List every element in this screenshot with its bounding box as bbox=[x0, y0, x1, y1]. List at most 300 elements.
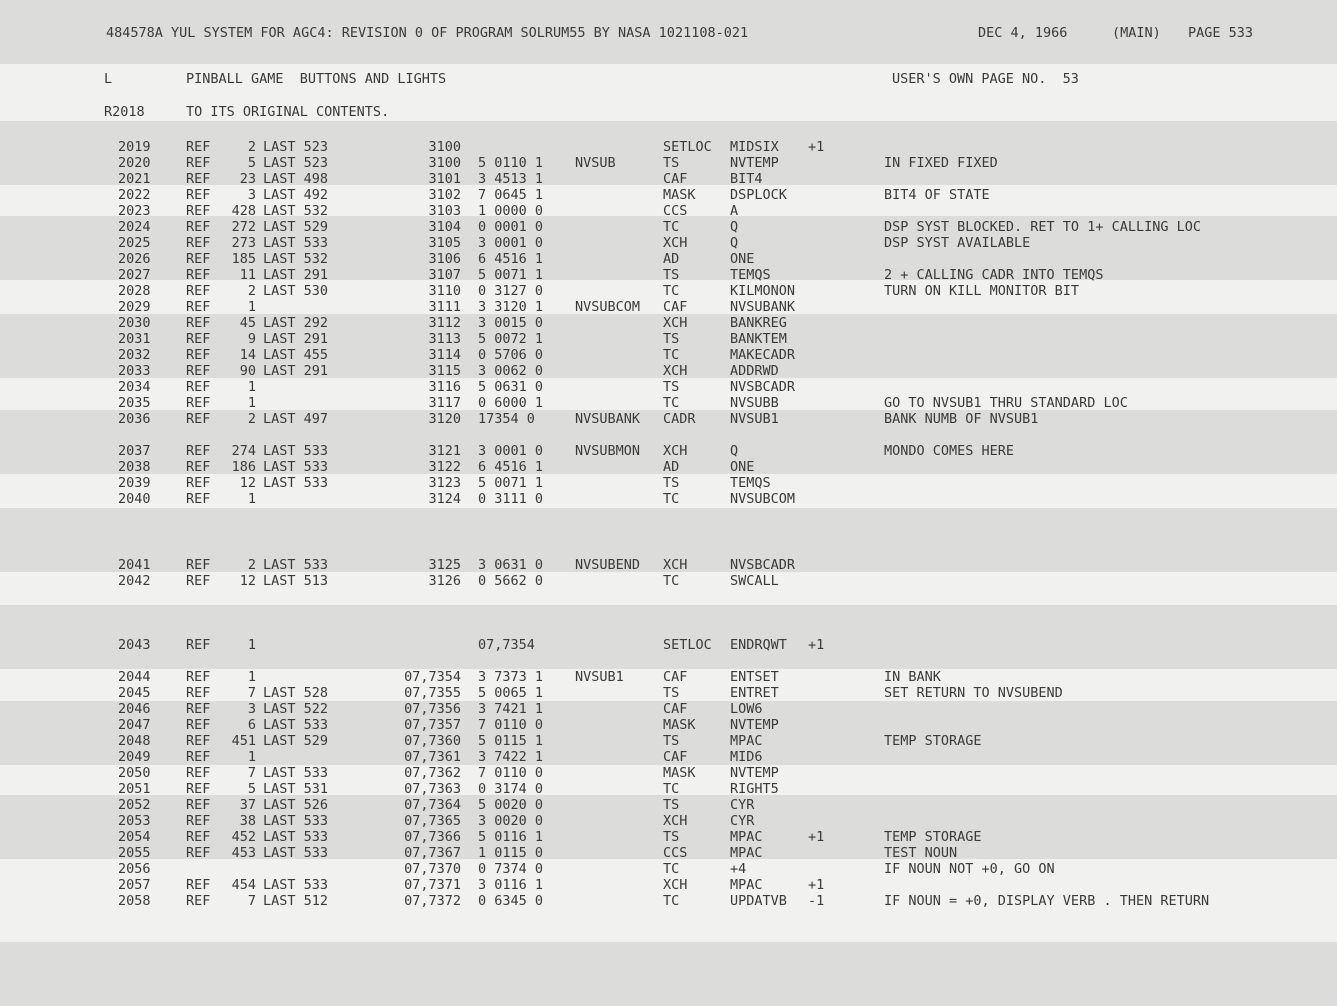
ref-count: 23 bbox=[239, 171, 256, 187]
opcode: CAF bbox=[663, 299, 688, 315]
ref-keyword: REF bbox=[186, 829, 211, 845]
ref-count: 12 bbox=[239, 573, 256, 589]
operand-modifier: +1 bbox=[808, 829, 825, 845]
listing-row bbox=[0, 765, 1337, 781]
ref-count: 451 bbox=[231, 733, 256, 749]
opcode: CCS bbox=[663, 845, 688, 861]
opcode: MASK bbox=[663, 717, 696, 733]
operand: ENTRET bbox=[730, 685, 779, 701]
last-ref: LAST 531 bbox=[263, 781, 329, 797]
ref-count: 45 bbox=[239, 315, 256, 331]
opcode: XCH bbox=[663, 315, 688, 331]
comment: TEST NOUN bbox=[884, 845, 958, 861]
comment: 2 + CALLING CADR INTO TEMQS bbox=[884, 267, 1104, 283]
line-number: 2019 bbox=[118, 139, 151, 155]
location: 3120 bbox=[428, 411, 461, 427]
last-ref: LAST 455 bbox=[263, 347, 329, 363]
opcode: CAF bbox=[663, 749, 688, 765]
last-ref: LAST 512 bbox=[263, 893, 329, 909]
ref-keyword: REF bbox=[186, 155, 211, 171]
location: 3114 bbox=[428, 347, 461, 363]
object-code: 7 0110 0 bbox=[478, 765, 544, 781]
line-number: 2040 bbox=[118, 491, 151, 507]
opcode: TS bbox=[663, 267, 680, 283]
line-number: 2058 bbox=[118, 893, 151, 909]
ref-keyword: REF bbox=[186, 475, 211, 491]
location: 3126 bbox=[428, 573, 461, 589]
line-number: 2027 bbox=[118, 267, 151, 283]
location: 3105 bbox=[428, 235, 461, 251]
object-code: 3 0001 0 bbox=[478, 443, 544, 459]
line-number: 2043 bbox=[118, 637, 151, 653]
operand: A bbox=[730, 203, 739, 219]
location: 3103 bbox=[428, 203, 461, 219]
ref-count: 12 bbox=[239, 475, 256, 491]
remark-text: TO ITS ORIGINAL CONTENTS. bbox=[186, 104, 390, 120]
operand: SWCALL bbox=[730, 573, 779, 589]
operand: BIT4 bbox=[730, 171, 763, 187]
object-code: 3 0062 0 bbox=[478, 363, 544, 379]
operand: ENDRQWT bbox=[730, 637, 787, 653]
object-code: 6 4516 1 bbox=[478, 251, 544, 267]
line-number: 2029 bbox=[118, 299, 151, 315]
comment: IF NOUN NOT +0, GO ON bbox=[884, 861, 1055, 877]
listing-row bbox=[0, 139, 1337, 155]
ref-keyword: REF bbox=[186, 347, 211, 363]
operand: ENTSET bbox=[730, 669, 779, 685]
operand-modifier: -1 bbox=[808, 893, 825, 909]
object-code: 3 0001 0 bbox=[478, 235, 544, 251]
listing-row bbox=[0, 829, 1337, 845]
line-number: 2054 bbox=[118, 829, 151, 845]
object-code: 6 4516 1 bbox=[478, 459, 544, 475]
ref-keyword: REF bbox=[186, 781, 211, 797]
object-code: 0 3127 0 bbox=[478, 283, 544, 299]
ref-count: 37 bbox=[239, 797, 256, 813]
object-code: 17354 0 bbox=[478, 411, 535, 427]
last-ref: LAST 533 bbox=[263, 459, 329, 475]
ref-count: 274 bbox=[231, 443, 256, 459]
ref-count: 3 bbox=[247, 701, 256, 717]
ref-keyword: REF bbox=[186, 379, 211, 395]
location: 07,7357 bbox=[404, 717, 461, 733]
ref-count: 1 bbox=[247, 491, 256, 507]
object-code: 7 0110 0 bbox=[478, 717, 544, 733]
location: 3116 bbox=[428, 379, 461, 395]
last-ref: LAST 532 bbox=[263, 251, 329, 267]
operand-modifier: +1 bbox=[808, 877, 825, 893]
location: 3106 bbox=[428, 251, 461, 267]
listing-row bbox=[0, 267, 1337, 283]
listing-row bbox=[0, 845, 1337, 861]
object-code: 3 0020 0 bbox=[478, 813, 544, 829]
opcode: TS bbox=[663, 155, 680, 171]
location: 07,7366 bbox=[404, 829, 461, 845]
listing-row bbox=[0, 557, 1337, 573]
ref-keyword: REF bbox=[186, 139, 211, 155]
last-ref: LAST 533 bbox=[263, 475, 329, 491]
object-code: 5 0071 1 bbox=[478, 475, 544, 491]
ref-keyword: REF bbox=[186, 187, 211, 203]
operand: NVTEMP bbox=[730, 717, 779, 733]
ref-count: 5 bbox=[247, 781, 256, 797]
comment: TURN ON KILL MONITOR BIT bbox=[884, 283, 1080, 299]
ref-keyword: REF bbox=[186, 877, 211, 893]
listing-row bbox=[0, 637, 1337, 653]
line-number: 2047 bbox=[118, 717, 151, 733]
line-number: 2028 bbox=[118, 283, 151, 299]
listing-row bbox=[0, 797, 1337, 813]
operand: DSPLOCK bbox=[730, 187, 787, 203]
comment: TEMP STORAGE bbox=[884, 733, 982, 749]
listing-row bbox=[0, 283, 1337, 299]
header-title: 484578A YUL SYSTEM FOR AGC4: REVISION 0 OF PROGRAM SOLRUM55 BY NASA 1021108-021 bbox=[106, 25, 749, 41]
object-code: 0 7374 0 bbox=[478, 861, 544, 877]
location: 07,7354 bbox=[404, 669, 461, 685]
location: 07,7360 bbox=[404, 733, 461, 749]
last-ref: LAST 291 bbox=[263, 267, 329, 283]
listing-row bbox=[0, 363, 1337, 379]
ref-keyword: REF bbox=[186, 363, 211, 379]
symbol-label: NVSUBCOM bbox=[575, 299, 641, 315]
ref-keyword: REF bbox=[186, 395, 211, 411]
line-number: 2024 bbox=[118, 219, 151, 235]
operand: ADDRWD bbox=[730, 363, 779, 379]
last-ref: LAST 513 bbox=[263, 573, 329, 589]
comment: IN FIXED FIXED bbox=[884, 155, 998, 171]
operand: NVSUBANK bbox=[730, 299, 796, 315]
location: 3112 bbox=[428, 315, 461, 331]
location: 07,7363 bbox=[404, 781, 461, 797]
opcode: SETLOC bbox=[663, 637, 712, 653]
listing-row bbox=[0, 443, 1337, 459]
object-code: 0 3111 0 bbox=[478, 491, 544, 507]
operand: MPAC bbox=[730, 733, 763, 749]
operand: MPAC bbox=[730, 877, 763, 893]
comment: DSP SYST BLOCKED. RET TO 1+ CALLING LOC bbox=[884, 219, 1201, 235]
last-ref: LAST 533 bbox=[263, 813, 329, 829]
location: 3102 bbox=[428, 187, 461, 203]
operand: KILMONON bbox=[730, 283, 796, 299]
operand: ONE bbox=[730, 459, 755, 475]
object-code: 7 0645 1 bbox=[478, 187, 544, 203]
ref-count: 7 bbox=[247, 893, 256, 909]
line-number: 2025 bbox=[118, 235, 151, 251]
location: 3111 bbox=[428, 299, 461, 315]
comment: IF NOUN = +0, DISPLAY VERB . THEN RETURN bbox=[884, 893, 1210, 909]
line-number: 2037 bbox=[118, 443, 151, 459]
object-code: 3 4513 1 bbox=[478, 171, 544, 187]
object-code: 1 0000 0 bbox=[478, 203, 544, 219]
ref-keyword: REF bbox=[186, 669, 211, 685]
comment: IN BANK bbox=[884, 669, 941, 685]
last-ref: LAST 530 bbox=[263, 283, 329, 299]
line-number: 2033 bbox=[118, 363, 151, 379]
listing-row bbox=[0, 411, 1337, 427]
object-code: 0 6000 1 bbox=[478, 395, 544, 411]
operand: MPAC bbox=[730, 829, 763, 845]
listing-row bbox=[0, 781, 1337, 797]
operand: +4 bbox=[730, 861, 747, 877]
last-ref: LAST 528 bbox=[263, 685, 329, 701]
last-ref: LAST 533 bbox=[263, 765, 329, 781]
opcode: SETLOC bbox=[663, 139, 712, 155]
comment: BANK NUMB OF NVSUB1 bbox=[884, 411, 1039, 427]
comment: TEMP STORAGE bbox=[884, 829, 982, 845]
listing-row bbox=[0, 331, 1337, 347]
comment: MONDO COMES HERE bbox=[884, 443, 1015, 459]
object-code: 3 7373 1 bbox=[478, 669, 544, 685]
ref-count: 428 bbox=[231, 203, 256, 219]
listing-row bbox=[0, 347, 1337, 363]
operand: CYR bbox=[730, 797, 755, 813]
operand: MIDSIX bbox=[730, 139, 779, 155]
ref-count: 2 bbox=[247, 557, 256, 573]
ref-count: 454 bbox=[231, 877, 256, 893]
ref-count: 90 bbox=[239, 363, 256, 379]
location: 07,7372 bbox=[404, 893, 461, 909]
listing-row bbox=[0, 701, 1337, 717]
comment: GO TO NVSUB1 THRU STANDARD LOC bbox=[884, 395, 1128, 411]
ref-keyword: REF bbox=[186, 299, 211, 315]
ref-count: 453 bbox=[231, 845, 256, 861]
ref-count: 6 bbox=[247, 717, 256, 733]
ref-count: 186 bbox=[231, 459, 256, 475]
opcode: CCS bbox=[663, 203, 688, 219]
listing-row bbox=[0, 685, 1337, 701]
header-date: DEC 4, 1966 bbox=[978, 25, 1068, 41]
ref-count: 1 bbox=[247, 669, 256, 685]
ref-count: 11 bbox=[239, 267, 256, 283]
location: 07,7356 bbox=[404, 701, 461, 717]
line-number: 2031 bbox=[118, 331, 151, 347]
opcode: TC bbox=[663, 491, 680, 507]
line-number: 2034 bbox=[118, 379, 151, 395]
opcode: AD bbox=[663, 459, 680, 475]
location: 07,7361 bbox=[404, 749, 461, 765]
operand: Q bbox=[730, 443, 739, 459]
line-number: 2036 bbox=[118, 411, 151, 427]
line-number: 2053 bbox=[118, 813, 151, 829]
opcode: CAF bbox=[663, 171, 688, 187]
ref-count: 1 bbox=[247, 299, 256, 315]
listing-row bbox=[0, 877, 1337, 893]
listing-row bbox=[0, 475, 1337, 491]
listing-row bbox=[0, 315, 1337, 331]
object-code: 3 0116 1 bbox=[478, 877, 544, 893]
ref-count: 2 bbox=[247, 283, 256, 299]
line-number: 2020 bbox=[118, 155, 151, 171]
ref-keyword: REF bbox=[186, 411, 211, 427]
opcode: TS bbox=[663, 475, 680, 491]
ref-keyword: REF bbox=[186, 459, 211, 475]
opcode: MASK bbox=[663, 765, 696, 781]
listing-row bbox=[0, 861, 1337, 877]
ref-keyword: REF bbox=[186, 765, 211, 781]
object-code: 5 0110 1 bbox=[478, 155, 544, 171]
listing-row bbox=[0, 299, 1337, 315]
line-number: 2035 bbox=[118, 395, 151, 411]
location: 3117 bbox=[428, 395, 461, 411]
symbol-label: NVSUBEND bbox=[575, 557, 641, 573]
operand-modifier: +1 bbox=[808, 139, 825, 155]
line-number: 2044 bbox=[118, 669, 151, 685]
ref-keyword: REF bbox=[186, 717, 211, 733]
operand: Q bbox=[730, 235, 739, 251]
last-ref: LAST 526 bbox=[263, 797, 329, 813]
object-code: 3 0015 0 bbox=[478, 315, 544, 331]
last-ref: LAST 533 bbox=[263, 829, 329, 845]
ref-keyword: REF bbox=[186, 701, 211, 717]
operand: UPDATVB bbox=[730, 893, 787, 909]
opcode: TC bbox=[663, 573, 680, 589]
opcode: TC bbox=[663, 395, 680, 411]
opcode: XCH bbox=[663, 235, 688, 251]
object-code: 0 6345 0 bbox=[478, 893, 544, 909]
listing-row bbox=[0, 187, 1337, 203]
ref-keyword: REF bbox=[186, 283, 211, 299]
location: 3123 bbox=[428, 475, 461, 491]
opcode: AD bbox=[663, 251, 680, 267]
object-code: 0 5706 0 bbox=[478, 347, 544, 363]
location: 3121 bbox=[428, 443, 461, 459]
symbol-label: NVSUB1 bbox=[575, 669, 624, 685]
object-code: 3 0631 0 bbox=[478, 557, 544, 573]
listing-row bbox=[0, 235, 1337, 251]
opcode: TC bbox=[663, 893, 680, 909]
ref-count: 452 bbox=[231, 829, 256, 845]
line-number: 2041 bbox=[118, 557, 151, 573]
ref-count: 2 bbox=[247, 139, 256, 155]
line-number: 2042 bbox=[118, 573, 151, 589]
object-code: 3 7421 1 bbox=[478, 701, 544, 717]
section-header bbox=[0, 71, 1337, 87]
ref-count: 3 bbox=[247, 187, 256, 203]
opcode: TS bbox=[663, 331, 680, 347]
last-ref: LAST 291 bbox=[263, 331, 329, 347]
paper-band bbox=[0, 942, 1337, 1006]
listing-row bbox=[0, 491, 1337, 507]
opcode: TC bbox=[663, 347, 680, 363]
location: 3107 bbox=[428, 267, 461, 283]
object-code: 3 3120 1 bbox=[478, 299, 544, 315]
object-code: 5 0115 1 bbox=[478, 733, 544, 749]
ref-count: 14 bbox=[239, 347, 256, 363]
object-code: 3 7422 1 bbox=[478, 749, 544, 765]
opcode: CADR bbox=[663, 411, 696, 427]
line-number: 2032 bbox=[118, 347, 151, 363]
last-ref: LAST 529 bbox=[263, 733, 329, 749]
listing-row bbox=[0, 219, 1337, 235]
listing-row bbox=[0, 251, 1337, 267]
ref-count: 273 bbox=[231, 235, 256, 251]
object-code: 5 0631 0 bbox=[478, 379, 544, 395]
operand: NVSUB1 bbox=[730, 411, 779, 427]
ref-keyword: REF bbox=[186, 219, 211, 235]
operand: NVSBCADR bbox=[730, 379, 796, 395]
listing-row bbox=[0, 717, 1337, 733]
line-number: 2021 bbox=[118, 171, 151, 187]
operand: ONE bbox=[730, 251, 755, 267]
object-code: 5 0116 1 bbox=[478, 829, 544, 845]
last-ref: LAST 533 bbox=[263, 235, 329, 251]
operand: TEMQS bbox=[730, 475, 771, 491]
opcode: XCH bbox=[663, 443, 688, 459]
last-ref: LAST 533 bbox=[263, 557, 329, 573]
listing-row bbox=[0, 155, 1337, 171]
location: 3100 bbox=[428, 155, 461, 171]
operand: NVSUBCOM bbox=[730, 491, 796, 507]
ref-keyword: REF bbox=[186, 491, 211, 507]
opcode: TC bbox=[663, 861, 680, 877]
line-number: 2057 bbox=[118, 877, 151, 893]
location: 07,7355 bbox=[404, 685, 461, 701]
listing-row bbox=[0, 813, 1337, 829]
opcode: TC bbox=[663, 781, 680, 797]
ref-count: 7 bbox=[247, 765, 256, 781]
opcode: TC bbox=[663, 283, 680, 299]
line-number: 2056 bbox=[118, 861, 151, 877]
ref-keyword: REF bbox=[186, 637, 211, 653]
opcode: CAF bbox=[663, 701, 688, 717]
object-code: 1 0115 0 bbox=[478, 845, 544, 861]
line-number: 2038 bbox=[118, 459, 151, 475]
object-code: 0 0001 0 bbox=[478, 219, 544, 235]
operand: NVTEMP bbox=[730, 155, 779, 171]
remark-number: R2018 bbox=[104, 104, 145, 120]
ref-keyword: REF bbox=[186, 845, 211, 861]
line-number: 2045 bbox=[118, 685, 151, 701]
operand: RIGHT5 bbox=[730, 781, 779, 797]
last-ref: LAST 522 bbox=[263, 701, 329, 717]
operand: CYR bbox=[730, 813, 755, 829]
opcode: TS bbox=[663, 379, 680, 395]
opcode: CAF bbox=[663, 669, 688, 685]
last-ref: LAST 532 bbox=[263, 203, 329, 219]
listing-row bbox=[0, 573, 1337, 589]
ref-keyword: REF bbox=[186, 331, 211, 347]
listing-row bbox=[0, 459, 1337, 475]
operand: Q bbox=[730, 219, 739, 235]
object-code: 5 0020 0 bbox=[478, 797, 544, 813]
listing-row bbox=[0, 395, 1337, 411]
ref-keyword: REF bbox=[186, 235, 211, 251]
operand: BANKREG bbox=[730, 315, 787, 331]
ref-count: 1 bbox=[247, 395, 256, 411]
opcode: XCH bbox=[663, 877, 688, 893]
line-number: 2048 bbox=[118, 733, 151, 749]
listing-row bbox=[0, 171, 1337, 187]
user-page-number: USER'S OWN PAGE NO. 53 bbox=[892, 71, 1079, 87]
location: 07,7362 bbox=[404, 765, 461, 781]
header-page: PAGE 533 bbox=[1188, 25, 1254, 41]
last-ref: LAST 498 bbox=[263, 171, 329, 187]
location: 07,7371 bbox=[404, 877, 461, 893]
ref-keyword: REF bbox=[186, 315, 211, 331]
ref-keyword: REF bbox=[186, 749, 211, 765]
listing-row bbox=[0, 733, 1337, 749]
location: 3110 bbox=[428, 283, 461, 299]
line-number: 2026 bbox=[118, 251, 151, 267]
operand: MID6 bbox=[730, 749, 763, 765]
location: 3115 bbox=[428, 363, 461, 379]
header-main: (MAIN) bbox=[1112, 25, 1161, 41]
symbol-label: NVSUBANK bbox=[575, 411, 641, 427]
symbol-label: NVSUBMON bbox=[575, 443, 641, 459]
ref-count: 1 bbox=[247, 749, 256, 765]
ref-keyword: REF bbox=[186, 685, 211, 701]
listing-row bbox=[0, 893, 1337, 909]
